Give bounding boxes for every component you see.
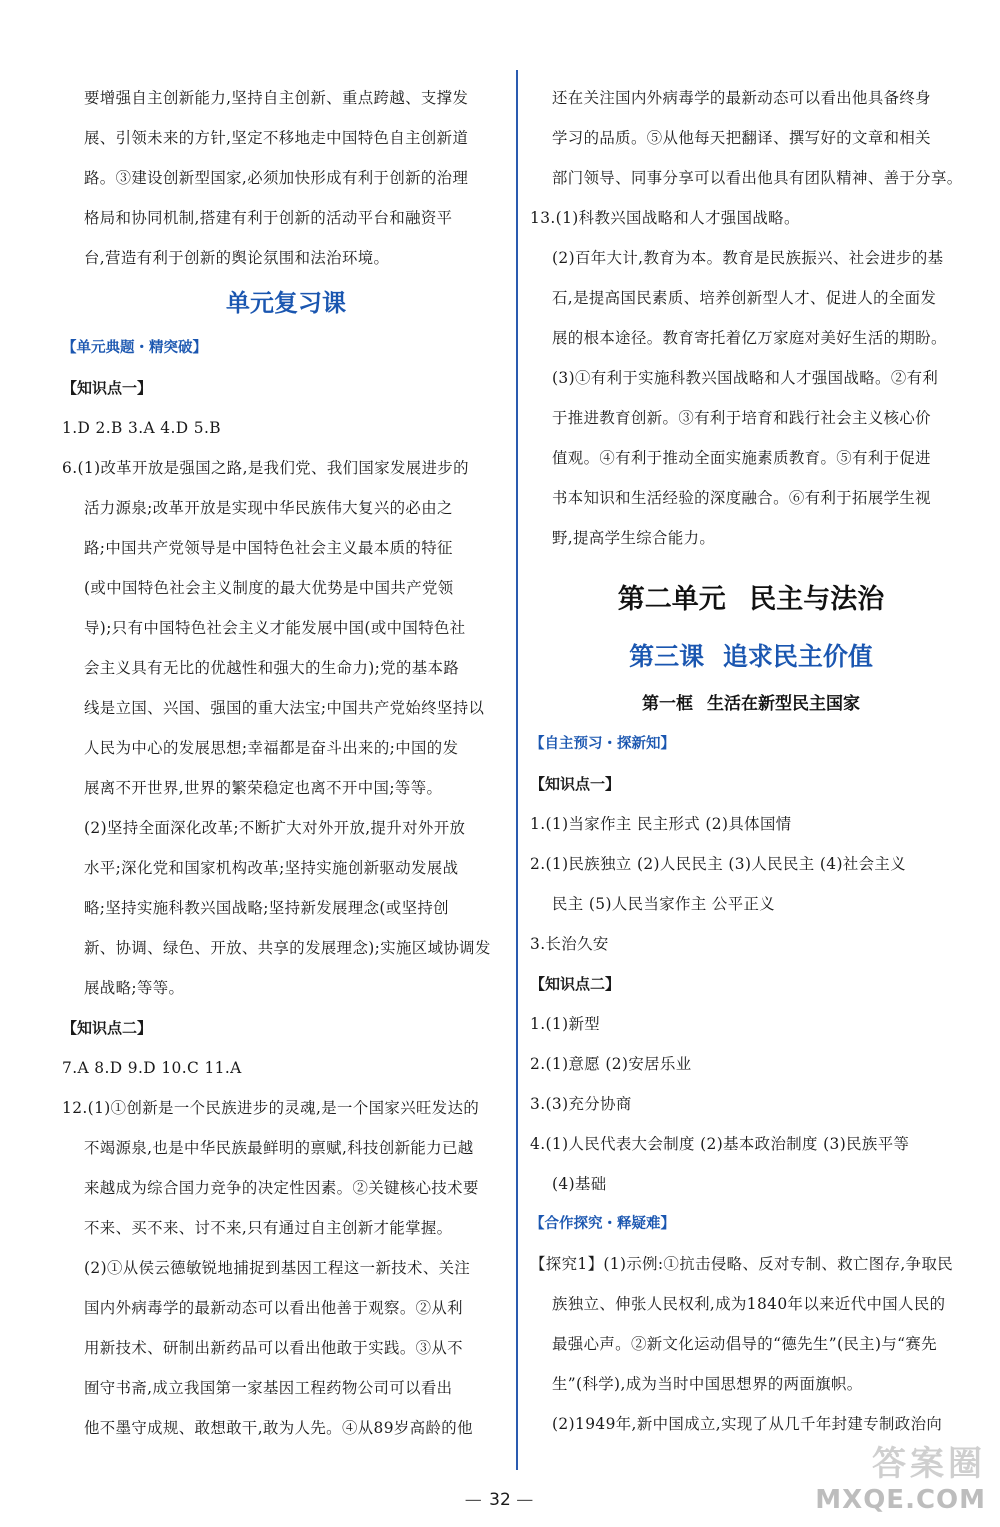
- answer-line: 2.(1)民族独立 (2)人民民主 (3)人民民主 (4)社会主义: [530, 855, 907, 873]
- text-line: (2)百年大计,教育为本。教育是民族振兴、社会进步的基: [552, 249, 944, 267]
- answer-line: 民主 (5)人民当家作主 公平正义: [552, 895, 776, 913]
- text-line: 他不墨守成规、敢想敢干,敢为人先。④从89岁高龄的他: [84, 1419, 473, 1437]
- text-line: 国内外病毒学的最新动态可以看出他善于观察。②从利: [84, 1299, 463, 1317]
- answer-line: 3.长治久安: [530, 935, 609, 953]
- page-number-dash: —: [516, 1490, 536, 1510]
- text-line: 【探究1】(1)示例:①抗击侵略、反对专制、救亡图存,争取民: [530, 1255, 954, 1273]
- text-line: 水平;深化党和国家机构改革;坚持实施创新驱动发展战: [84, 859, 459, 877]
- text-line: 会主义具有无比的优越性和强大的生命力);党的基本路: [84, 659, 460, 677]
- answer-line: 1.D 2.B 3.A 4.D 5.B: [62, 419, 222, 437]
- text-line: 台,营造有利于创新的舆论氛围和法治环境。: [84, 249, 390, 267]
- text-line: 值观。④有利于推动全面实施素质教育。⑤有利于促进: [552, 449, 931, 467]
- watermark-logo: 答案圈: [872, 1444, 986, 1484]
- text-line: (2)1949年,新中国成立,实现了从几千年封建专制政治向: [552, 1415, 943, 1433]
- left-column: [62, 78, 510, 1448]
- text-line: 6.(1)改革开放是强国之路,是我们党、我们国家发展进步的: [62, 459, 469, 477]
- text-line: 书本知识和生活经验的深度融合。⑥有利于拓展学生视: [552, 489, 931, 507]
- text-line: 野,提高学生综合能力。: [552, 529, 716, 547]
- text-line: 生”(科学),成为当时中国思想界的两面旗帜。: [552, 1375, 863, 1393]
- watermark: [815, 1436, 986, 1515]
- page-number-value: 32: [489, 1490, 511, 1510]
- text-line: (或中国特色社会主义制度的最大优势是中国共产党领: [84, 579, 454, 597]
- text-line: 导);只有中国特色社会主义才能发展中国(或中国特色社: [84, 619, 466, 637]
- text-line: 展的根本途径。教育寄托着亿万家庭对美好生活的期盼。: [552, 329, 947, 347]
- text-line: 族独立、伸张人民权利,成为1840年以来近代中国人民的: [552, 1295, 946, 1313]
- text-line: 于推进教育创新。③有利于培育和践行社会主义核心价: [552, 409, 931, 427]
- text-line: 最强心声。②新文化运动倡导的“德先生”(民主)与“赛先: [552, 1335, 938, 1353]
- text-line: 线是立国、兴国、强国的重大法宝;中国共产党始终坚持以: [84, 699, 485, 717]
- column-divider: [516, 70, 518, 1470]
- text-line: 来越成为综合国力竞争的决定性因素。②关键核心技术要: [84, 1179, 479, 1197]
- text-line: 不竭源泉,也是中华民族最鲜明的禀赋,科技创新能力已越: [84, 1139, 474, 1157]
- watermark-url: MXQE.COM: [815, 1485, 986, 1515]
- text-line: 人民为中心的发展思想;幸福都是奋斗出来的;中国的发: [84, 739, 459, 757]
- section-title-unit-review: 单元复习课: [226, 289, 346, 317]
- answer-line: 1.(1)新型: [530, 1015, 601, 1033]
- text-line: 要增强自主创新能力,坚持自主创新、重点跨越、支撑发: [84, 89, 469, 107]
- knowledge-point-heading: 【知识点二】: [530, 975, 621, 993]
- text-line: 路。③建设创新型国家,必须加快形成有利于创新的治理: [84, 169, 469, 187]
- unit-title: 第二单元 民主与法治: [617, 584, 885, 615]
- frame-title: 第一框 生活在新型民主国家: [642, 694, 860, 714]
- lesson-title: 第三课 追求民主价值: [629, 642, 873, 671]
- text-line: (2)坚持全面深化改革;不断扩大对外开放,提升对外开放: [84, 819, 466, 837]
- knowledge-point-heading: 【知识点一】: [62, 379, 153, 397]
- text-line: 用新技术、研制出新药品可以看出他敢于实践。③从不: [84, 1339, 463, 1357]
- text-line: (3)①有利于实施科教兴国战略和人才强国战略。②有利: [552, 369, 939, 387]
- text-line: 石,是提高国民素质、培养创新型人才、促进人的全面发: [552, 289, 937, 307]
- text-line: 不来、买不来、讨不来,只有通过自主创新才能掌握。: [84, 1219, 453, 1237]
- text-line: 13.(1)科教兴国战略和人才强国战略。: [530, 209, 800, 227]
- text-line: 囿守书斋,成立我国第一家基因工程药物公司可以看出: [84, 1379, 453, 1397]
- knowledge-point-heading: 【知识点二】: [62, 1019, 153, 1037]
- text-line: 部门领导、同事分享可以看出他具有团队精神、善于分享。: [552, 169, 963, 187]
- answer-line: 2.(1)意愿 (2)安居乐业: [530, 1055, 692, 1073]
- text-line: 略;坚持实施科教兴国战略;坚持新发展理念(或坚持创: [84, 899, 449, 917]
- answer-line: 3.(3)充分协商: [530, 1095, 632, 1113]
- text-line: 格局和协同机制,搭建有利于创新的活动平台和融资平: [84, 209, 453, 227]
- text-line: (2)①从侯云德敏锐地捕捉到基因工程这一新技术、关注: [84, 1259, 471, 1277]
- text-line: 展、引领未来的方针,坚定不移地走中国特色自主创新道: [84, 129, 469, 147]
- section-tag: 【自主预习・探新知】: [530, 736, 675, 752]
- answer-line: (4)基础: [552, 1175, 607, 1193]
- text-line: 路;中国共产党领导是中国特色社会主义最本质的特征: [84, 539, 453, 557]
- answer-line: 1.(1)当家作主 民主形式 (2)具体国情: [530, 815, 792, 833]
- text-line: 新、协调、绿色、开放、共享的发展理念);实施区域协调发: [84, 939, 491, 957]
- section-tag: 【单元典题・精突破】: [62, 340, 207, 356]
- right-column: [530, 78, 972, 1444]
- page-number-dash: —: [464, 1490, 484, 1510]
- text-line: 学习的品质。⑤从他每天把翻译、撰写好的文章和相关: [552, 129, 931, 147]
- answer-line: 4.(1)人民代表大会制度 (2)基本政治制度 (3)民族平等: [530, 1135, 910, 1153]
- text-line: 展战略;等等。: [84, 979, 185, 997]
- text-line: 12.(1)①创新是一个民族进步的灵魂,是一个国家兴旺发达的: [62, 1099, 480, 1117]
- section-tag: 【合作探究・释疑难】: [530, 1216, 675, 1232]
- text-line: 活力源泉;改革开放是实现中华民族伟大复兴的必由之: [84, 499, 453, 517]
- text-line: 还在关注国内外病毒学的最新动态可以看出他具备终身: [552, 89, 931, 107]
- answer-line: 7.A 8.D 9.D 10.C 11.A: [62, 1059, 242, 1077]
- text-line: 展离不开世界,世界的繁荣稳定也离不开中国;等等。: [84, 779, 443, 797]
- knowledge-point-heading: 【知识点一】: [530, 775, 621, 793]
